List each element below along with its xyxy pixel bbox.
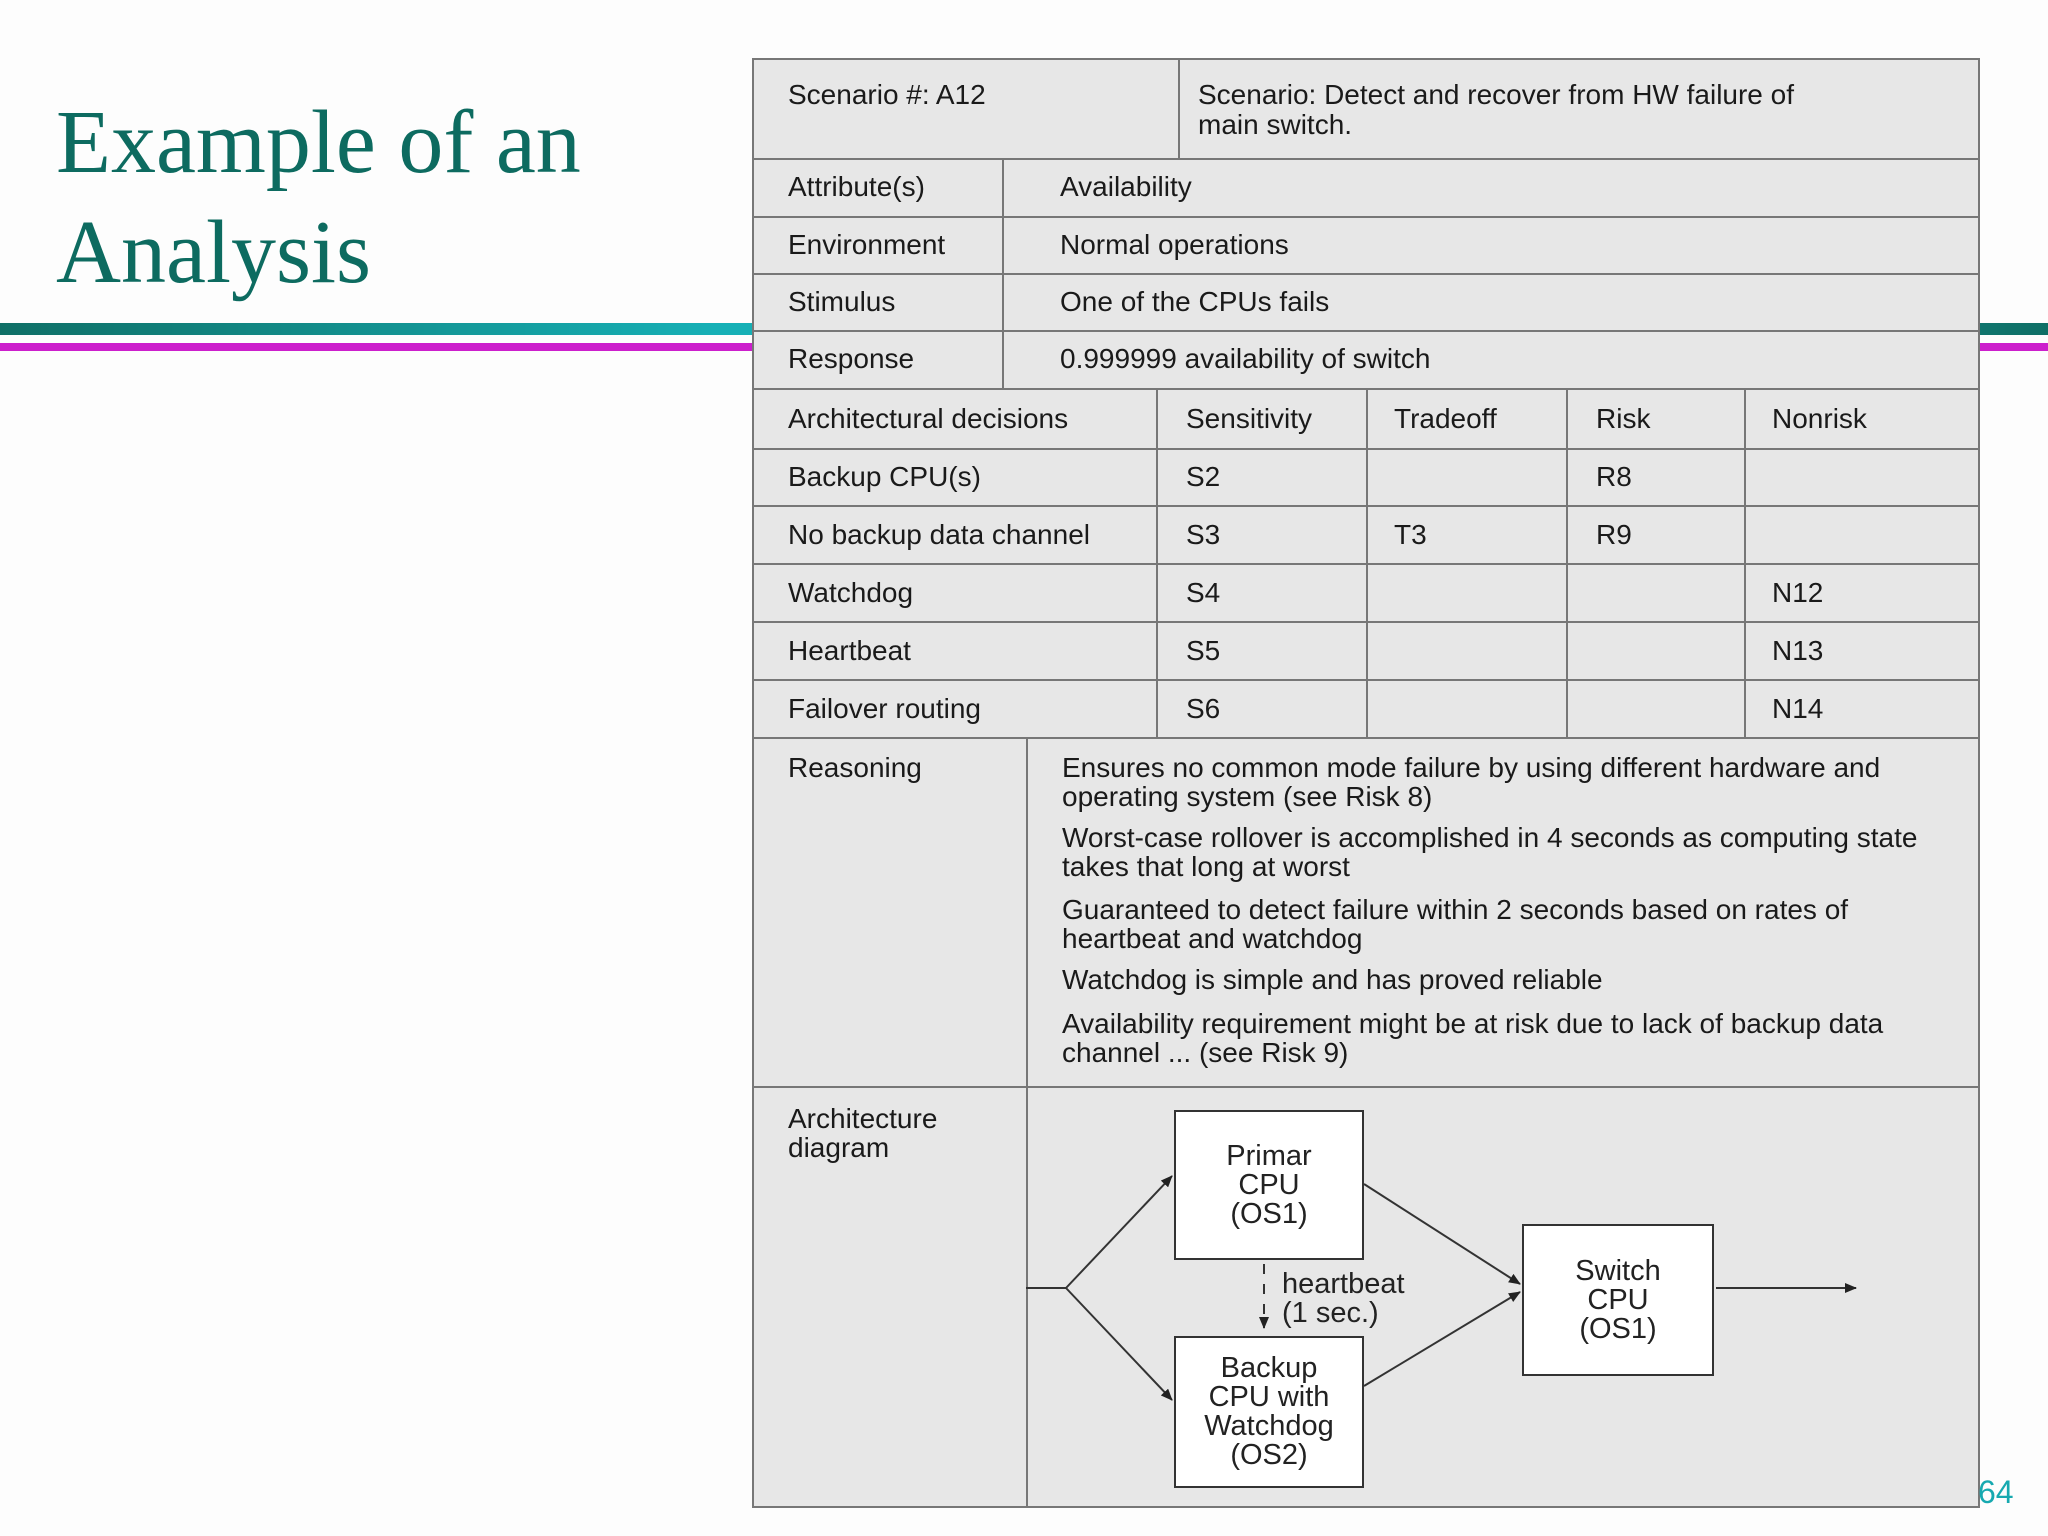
attribute-value: Availability xyxy=(1060,171,1192,202)
environment-label: Environment xyxy=(788,229,946,260)
reasoning-item: Guaranteed to detect failure within 2 seconds based on rates of heartbeat and watchdog xyxy=(1062,894,1849,954)
decision-sensitivity: S4 xyxy=(1186,577,1221,608)
decision-row xyxy=(754,565,1978,623)
header-decisions: Architectural decisions xyxy=(788,403,1069,434)
response-label: Response xyxy=(788,343,915,374)
reasoning-item: Watchdog is simple and has proved reliable xyxy=(1062,964,1603,995)
decision-name: Backup CPU(s) xyxy=(788,461,981,492)
decisions-header-row xyxy=(754,390,1978,450)
decision-sensitivity: S6 xyxy=(1186,693,1221,724)
stimulus-label: Stimulus xyxy=(788,286,896,317)
switch-cpu-box: Switch CPU (OS1) xyxy=(1522,1224,1714,1376)
decision-row xyxy=(754,623,1978,681)
architecture-diagram-label: Architecture diagram xyxy=(788,1103,938,1163)
reasoning-row xyxy=(754,739,1978,1088)
stimulus-value: One of the CPUs fails xyxy=(1060,286,1330,317)
environment-value: Normal operations xyxy=(1060,229,1289,260)
decision-nonrisk: N13 xyxy=(1772,635,1824,666)
decision-row xyxy=(754,450,1978,507)
heartbeat-label: heartbeat (1 sec.) xyxy=(1282,1268,1405,1329)
decision-sensitivity: S5 xyxy=(1186,635,1221,666)
decision-sensitivity: S3 xyxy=(1186,519,1221,550)
decision-risk: R8 xyxy=(1596,461,1632,492)
decision-row xyxy=(754,507,1978,565)
primary-cpu-box: Primar CPU (OS1) xyxy=(1174,1110,1364,1260)
arrow-to-backup xyxy=(1066,1288,1172,1400)
arrow-to-primary xyxy=(1066,1176,1172,1288)
response-value: 0.999999 availability of switch xyxy=(1060,343,1431,374)
environment-row xyxy=(754,218,1978,275)
header-tradeoff: Tradeoff xyxy=(1394,403,1497,434)
decision-name: No backup data channel xyxy=(788,519,1090,550)
attribute-label: Attribute(s) xyxy=(788,171,925,202)
scenario-number: Scenario #: A12 xyxy=(788,79,986,110)
reasoning-item: Ensures no common mode failure by using different hardware and operating system (see Risk 8) xyxy=(1062,752,1881,812)
reasoning-item: Availability requirement might be at risk due to lack of backup data channel ... (see Risk 9) xyxy=(1062,1008,1884,1068)
attribute-row xyxy=(754,160,1978,218)
decision-nonrisk: N12 xyxy=(1772,577,1824,608)
decision-tradeoff: T3 xyxy=(1394,519,1427,550)
decision-sensitivity: S2 xyxy=(1186,461,1221,492)
scenario-row xyxy=(754,60,1978,160)
reasoning-item: Worst-case rollover is accomplished in 4 seconds as computing state takes that long at worst xyxy=(1062,822,1918,882)
analysis-table xyxy=(752,58,1980,1508)
header-risk: Risk xyxy=(1596,403,1651,434)
backup-cpu-box: Backup CPU with Watchdog (OS2) xyxy=(1174,1336,1364,1488)
header-sensitivity: Sensitivity xyxy=(1186,403,1313,434)
page-number: 64 xyxy=(1978,1474,2014,1510)
reasoning-label: Reasoning xyxy=(788,752,922,783)
decision-name: Watchdog xyxy=(788,577,914,608)
decision-row xyxy=(754,681,1978,739)
response-row xyxy=(754,332,1978,390)
decision-risk: R9 xyxy=(1596,519,1632,550)
decision-name: Heartbeat xyxy=(788,635,911,666)
decision-nonrisk: N14 xyxy=(1772,693,1824,724)
header-nonrisk: Nonrisk xyxy=(1772,403,1867,434)
decision-name: Failover routing xyxy=(788,693,981,724)
scenario-text: Scenario: Detect and recover from HW failure of main switch. xyxy=(1198,79,1795,140)
slide-title: Example of an Analysis xyxy=(56,93,581,302)
stimulus-row xyxy=(754,275,1978,332)
architecture-diagram-row xyxy=(754,1088,1978,1506)
